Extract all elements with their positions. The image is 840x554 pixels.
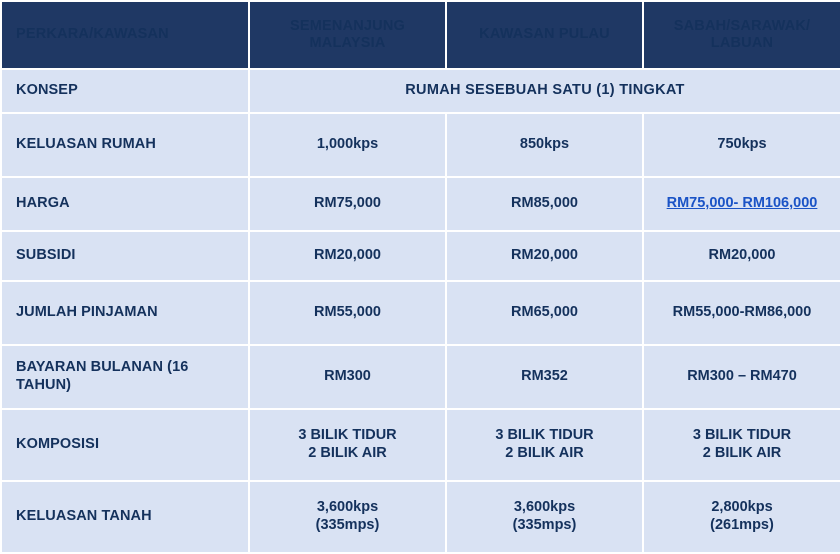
column-header-perkara: PERKARA/KAWASAN	[1, 1, 249, 69]
row-value-konsep-merged: RUMAH SESEBUAH SATU (1) TINGKAT	[249, 69, 840, 113]
row-label-jumlah-pinjaman: JUMLAH PINJAMAN	[1, 281, 249, 345]
row-label-subsidi: SUBSIDI	[1, 231, 249, 281]
row-value-komposisi-sabah: 3 BILIK TIDUR 2 BILIK AIR	[643, 409, 840, 481]
table-row	[1, 345, 840, 409]
table-header-row	[1, 1, 840, 69]
row-value-jumlah-pinjaman-sabah: RM55,000-RM86,000	[643, 281, 840, 345]
row-value-komposisi-pulau: 3 BILIK TIDUR 2 BILIK AIR	[446, 409, 643, 481]
column-header-sabah-sarawak-labuan: SABAH/SARAWAK/ LABUAN	[643, 1, 840, 69]
row-value-bayaran-bulanan-semenanjung: RM300	[249, 345, 446, 409]
column-header-semenanjung: SEMENANJUNG MALAYSIA	[249, 1, 446, 69]
table-row	[1, 69, 840, 113]
row-label-keluasan-tanah: KELUASAN TANAH	[1, 481, 249, 553]
table-row	[1, 177, 840, 231]
row-value-keluasan-tanah-sabah: 2,800kps (261mps)	[643, 481, 840, 553]
table-body	[1, 69, 840, 553]
row-value-harga-pulau: RM85,000	[446, 177, 643, 231]
column-header-pulau: KAWASAN PULAU	[446, 1, 643, 69]
row-value-bayaran-bulanan-pulau: RM352	[446, 345, 643, 409]
row-label-komposisi: KOMPOSISI	[1, 409, 249, 481]
row-value-harga-semenanjung: RM75,000	[249, 177, 446, 231]
table-row	[1, 113, 840, 177]
row-label-bayaran-bulanan: BAYARAN BULANAN (16 TAHUN)	[1, 345, 249, 409]
row-value-keluasan-rumah-semenanjung: 1,000kps	[249, 113, 446, 177]
table-row	[1, 409, 840, 481]
row-value-bayaran-bulanan-sabah: RM300 – RM470	[643, 345, 840, 409]
row-value-subsidi-sabah: RM20,000	[643, 231, 840, 281]
row-value-keluasan-rumah-pulau: 850kps	[446, 113, 643, 177]
row-value-subsidi-semenanjung: RM20,000	[249, 231, 446, 281]
row-label-harga: HARGA	[1, 177, 249, 231]
row-value-subsidi-pulau: RM20,000	[446, 231, 643, 281]
row-label-keluasan-rumah: KELUASAN RUMAH	[1, 113, 249, 177]
harga-sabah-link[interactable]: RM75,000- RM106,000	[666, 195, 818, 212]
row-value-keluasan-tanah-semenanjung: 3,600kps (335mps)	[249, 481, 446, 553]
table-row	[1, 231, 840, 281]
row-label-konsep: KONSEP	[1, 69, 249, 113]
table-row	[1, 281, 840, 345]
row-value-keluasan-tanah-pulau: 3,600kps (335mps)	[446, 481, 643, 553]
row-value-jumlah-pinjaman-semenanjung: RM55,000	[249, 281, 446, 345]
table-row	[1, 481, 840, 553]
table-header	[1, 1, 840, 69]
row-value-harga-sabah[interactable]	[643, 177, 840, 231]
row-value-keluasan-rumah-sabah: 750kps	[643, 113, 840, 177]
row-value-komposisi-semenanjung: 3 BILIK TIDUR 2 BILIK AIR	[249, 409, 446, 481]
row-value-jumlah-pinjaman-pulau: RM65,000	[446, 281, 643, 345]
